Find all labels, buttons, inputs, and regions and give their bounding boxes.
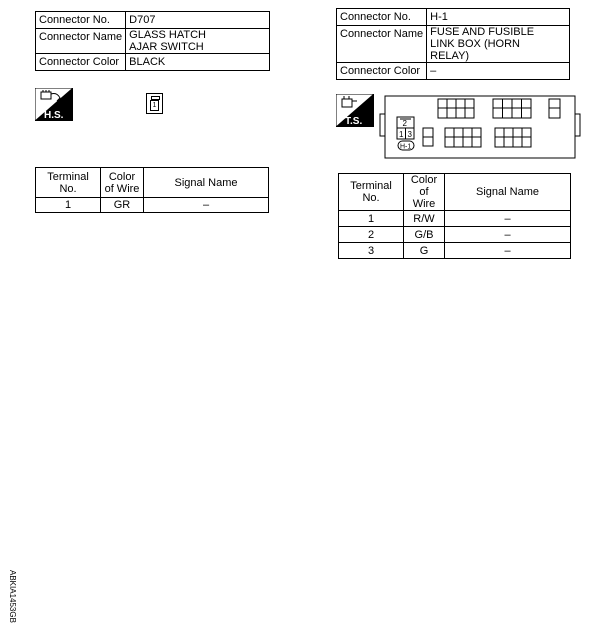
pin-label: 2 <box>402 119 407 128</box>
fuse-block-diagram <box>379 94 583 160</box>
table-row <box>36 12 270 29</box>
info-key: Connector Color <box>36 54 126 71</box>
table-row <box>337 63 570 80</box>
terminal-side-badge <box>336 94 374 127</box>
table-row <box>339 243 571 259</box>
info-value: GLASS HATCH AJAR SWITCH <box>126 29 270 54</box>
right-connector-info-table <box>336 8 570 80</box>
info-key: Connector No. <box>36 12 126 29</box>
cell-color: G <box>404 243 445 259</box>
info-value: FUSE AND FUSIBLE LINK BOX (HORN RELAY) <box>427 26 570 63</box>
table-row <box>337 9 570 26</box>
header-color: Color of Wire <box>404 174 445 211</box>
harness-side-badge <box>35 88 73 121</box>
header-signal: Signal Name <box>144 168 269 198</box>
table-row <box>339 227 571 243</box>
cell-terminal: 3 <box>339 243 404 259</box>
info-key: Connector Color <box>337 63 427 80</box>
cell-color: R/W <box>404 211 445 227</box>
badge-label: T.S. <box>345 116 363 127</box>
pin-label: 3 <box>407 130 412 139</box>
relay-label: H-1 <box>400 143 412 151</box>
info-key: Connector No. <box>337 9 427 26</box>
cell-terminal: 2 <box>339 227 404 243</box>
header-terminal: Terminal No. <box>339 174 404 211</box>
cell-signal: – <box>144 198 269 213</box>
header-terminal: Terminal No. <box>36 168 101 198</box>
info-value: – <box>427 63 570 80</box>
cell-terminal: 1 <box>36 198 101 213</box>
info-value: BLACK <box>126 54 270 71</box>
cell-terminal: 1 <box>339 211 404 227</box>
cell-signal: – <box>445 243 571 259</box>
table-row <box>36 198 269 213</box>
info-key: Connector Name <box>337 26 427 63</box>
table-row <box>36 54 270 71</box>
horn-relay-connector <box>397 117 414 151</box>
cell-signal: – <box>445 211 571 227</box>
table-row <box>36 29 270 54</box>
badge-label: H.S. <box>44 110 64 121</box>
info-value: D707 <box>126 12 270 29</box>
table-header-row <box>339 174 571 211</box>
pin-label: 1 <box>150 100 159 111</box>
connector-face-d707 <box>146 93 163 114</box>
left-connector-info-table <box>35 11 270 71</box>
table-row <box>337 26 570 63</box>
document-id: ABKIA1453GB <box>8 570 17 623</box>
table-row <box>339 211 571 227</box>
cell-color: G/B <box>404 227 445 243</box>
info-key: Connector Name <box>36 29 126 54</box>
table-header-row <box>36 168 269 198</box>
left-terminal-table <box>35 167 269 213</box>
cell-signal: – <box>445 227 571 243</box>
header-color: Color of Wire <box>101 168 144 198</box>
info-value: H-1 <box>427 9 570 26</box>
header-signal: Signal Name <box>445 174 571 211</box>
pin-label: 1 <box>399 130 404 139</box>
right-terminal-table <box>338 173 571 259</box>
cell-color: GR <box>101 198 144 213</box>
